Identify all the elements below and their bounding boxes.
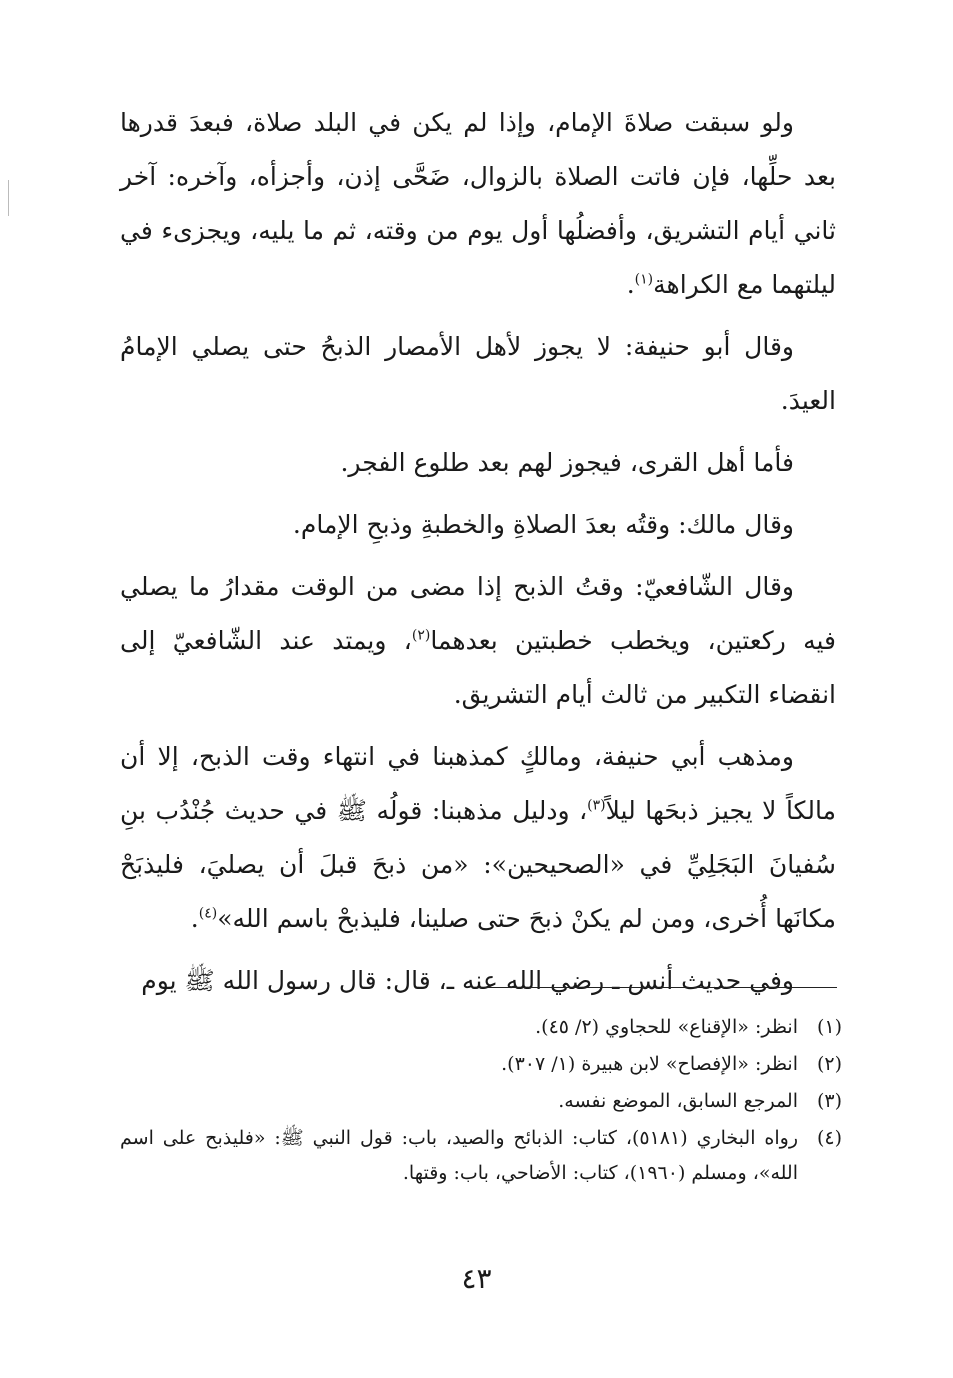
footnotes	[120, 1010, 842, 1193]
paragraph-text: فأما أهل القرى، فيجوز لهم بعد طلوع الفجر.	[340, 448, 794, 477]
paragraph-text: وقال أبو حنيفة: لا يجوز لأهل الأمصار الذبحُ حتى يصلي الإمامُ العيدَ.	[120, 332, 836, 415]
footnote-ref[interactable]: (٣)	[587, 797, 606, 814]
paragraph-7	[120, 954, 836, 1008]
paragraph-text: وفي حديث أنس ـ رضي الله عنه ـ، قال: قال رسول الله ﷺ يوم	[141, 966, 794, 995]
paragraph-text: وقال مالك: وقتُه بعدَ الصلاةِ والخطبةِ وذبحِ الإمام.	[292, 510, 794, 539]
paragraph-text: ولو سبقت صلاةَ الإمام، وإذا لم يكن في البلد صلاة، فبعدَ قدرها بعد حلِّها، فإن فاتت الصلاة بالزوال، ضَحَّى إذن، وأجزأه، وآخره: آخر ثاني أيام التشريق، وأفضلُها أول يوم من وقته، ثم ما يليه، ويجزىء في ليلتهما مع الكراهة	[120, 108, 836, 299]
paragraph-text: ومذهب أبي حنيفة، ومالكٍ كمذهبنا في انتهاء وقت الذبح، إلا أن مالكاً لا يجيز ذبحَها ليلاً	[120, 742, 836, 825]
footnote-number: (١)	[816, 1016, 842, 1038]
paragraph-3	[120, 436, 836, 490]
footnote-ref[interactable]: (١)	[634, 271, 654, 288]
main-text	[120, 96, 836, 1008]
footnote-ref[interactable]: (٢)	[411, 627, 431, 644]
footnote-number: (٢)	[816, 1053, 842, 1075]
paragraph-1	[120, 96, 836, 312]
scan-margin-mark	[8, 180, 9, 216]
paragraph-tail: ، ودليل مذهبنا: قولُه ﷺ في حديث جُنْدُب بنِ سُفيانَ البَجَلِيِّ في «الصحيحين»: «من ذبحَ قبلَ أن يصليَ، فليذبَحْ مكانَها أُخرى، ومن لم يكنْ ذبحَ حتى صلينا، فليذبحْ باسم الله»	[120, 796, 836, 933]
footnote-divider	[474, 987, 837, 988]
paragraph-text: وقال الشّافعيّ: وقتُ الذبح إذا مضى من الوقت مقدارُ ما يصلي فيه ركعتين، ويخطب خطبتين بعدهما	[120, 572, 837, 655]
paragraph-tail: ، ويمتد عند الشّافعيّ إلى انقضاء التكبير من ثالث أيام التشريق.	[120, 626, 836, 709]
footnote-4	[120, 1121, 842, 1191]
footnote-2	[120, 1047, 842, 1082]
paragraph-2	[120, 320, 836, 428]
paragraph-tail: .	[626, 270, 635, 299]
footnote-text: انظر: «الإفصاح» لابن هبيرة (١/ ٣٠٧).	[501, 1053, 798, 1075]
footnote-number: (٤)	[816, 1127, 842, 1149]
footnote-text: رواه البخاري (٥١٨١)، كتاب: الذبائح والصيد، باب: قول النبي ﷺ: «فليذبح على اسم الله»، ومسلم (١٩٦٠)، كتاب: الأضاحي، باب: وقتها.	[120, 1127, 798, 1184]
paragraph-5	[120, 560, 836, 722]
footnote-ref[interactable]: (٤)	[198, 905, 218, 922]
paragraph-end: .	[190, 904, 199, 933]
footnote-1	[120, 1010, 842, 1045]
footnote-text: انظر: «الإقناع» للحجاوي (٢/ ٤٥).	[535, 1016, 798, 1038]
paragraph-6	[120, 730, 836, 946]
footnote-3	[120, 1084, 842, 1119]
footnote-text: المرجع السابق، الموضع نفسه.	[558, 1090, 798, 1112]
page-number: ٤٣	[461, 1262, 492, 1295]
paragraph-4	[120, 498, 836, 552]
footnote-number: (٣)	[816, 1090, 842, 1112]
